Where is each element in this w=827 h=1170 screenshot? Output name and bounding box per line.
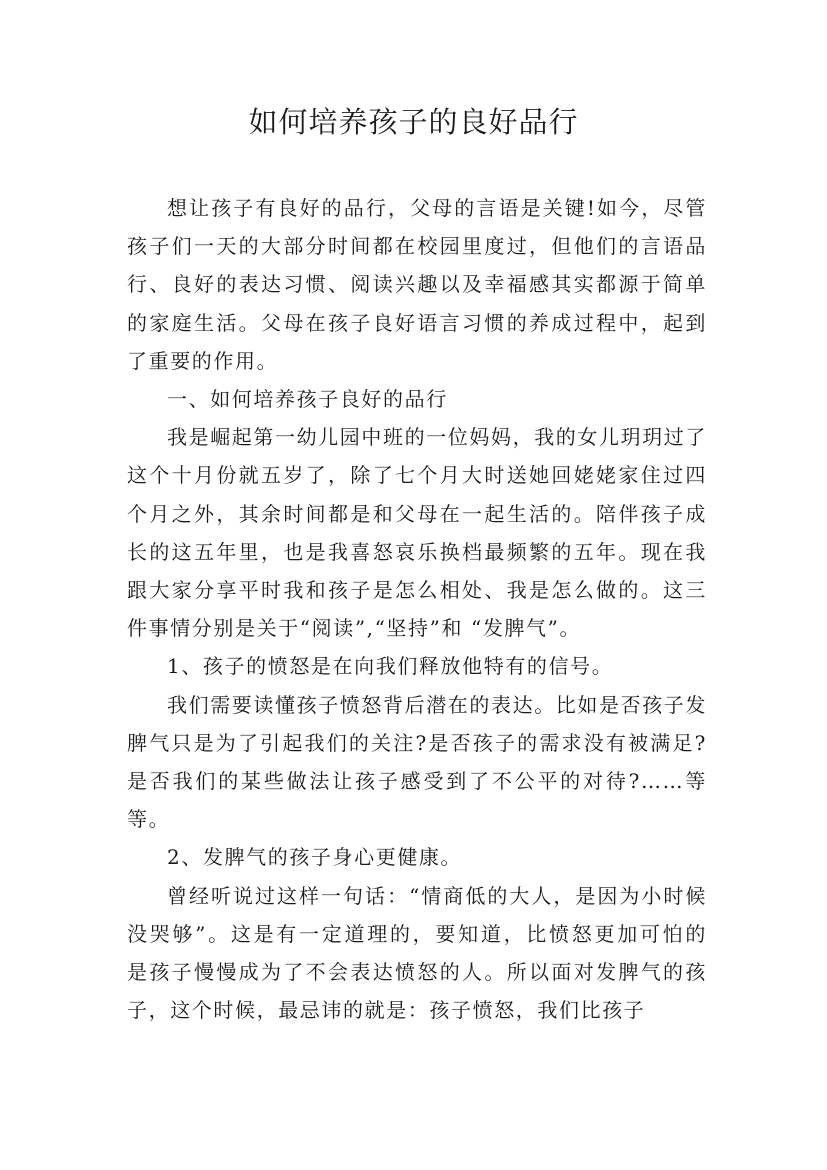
paragraph-intro: 想让孩子有良好的品行，父母的言语是关键!如今，尽管孩子们一天的大部分时间都在校园里度过，但他们的言语品行、良好的表达习惯、阅读兴趣以及幸福感其实都源于简单的家庭生活。父母在孩子良好语言习惯的养成过程中，起到了重要的作用。 <box>127 196 707 373</box>
paragraph-anger-signal: 我们需要读懂孩子愤怒背后潜在的表达。比如是否孩子发脾气只是为了引起我们的关注?是否孩子的需求没有被满足?是否我们的某些做法让孩子感受到了不公平的对待?……等等。 <box>127 692 707 832</box>
list-item-heading-1: 1、孩子的愤怒是在向我们释放他特有的信号。 <box>167 654 614 679</box>
section-heading-1: 一、如何培养孩子良好的品行 <box>167 387 448 412</box>
document-title: 如何培养孩子的良好品行 <box>248 105 579 139</box>
list-item-heading-2: 2、发脾气的孩子身心更健康。 <box>167 845 463 870</box>
document-body <box>127 189 707 1029</box>
paragraph-healthy: 曾经听说过这样一句话：“情商低的大人，是因为小时候没哭够”。这是有一定道理的，要知道，比愤怒更加可怕的 是孩子慢慢成为了不会表达愤怒的人。所以面对发脾气的孩子，这个时候，最忌讳的就是：孩子愤怒，我们比孩子 <box>127 883 707 1023</box>
paragraph-story: 我是崛起第一幼儿园中班的一位妈妈，我的女儿玥玥过了这个十月份就五岁了，除了七个月大时送她回姥姥家住过四个月之外，其余时间都是和父母在一起生活的。陪伴孩子成长的这五年里，也是我喜怒哀乐换档最频繁的五年。现在我跟大家分享平时我和孩子是怎么相处、我是怎么做的。这三件事情分别是关于“阅读”,“坚持”和 “发脾气”。 <box>127 425 707 641</box>
